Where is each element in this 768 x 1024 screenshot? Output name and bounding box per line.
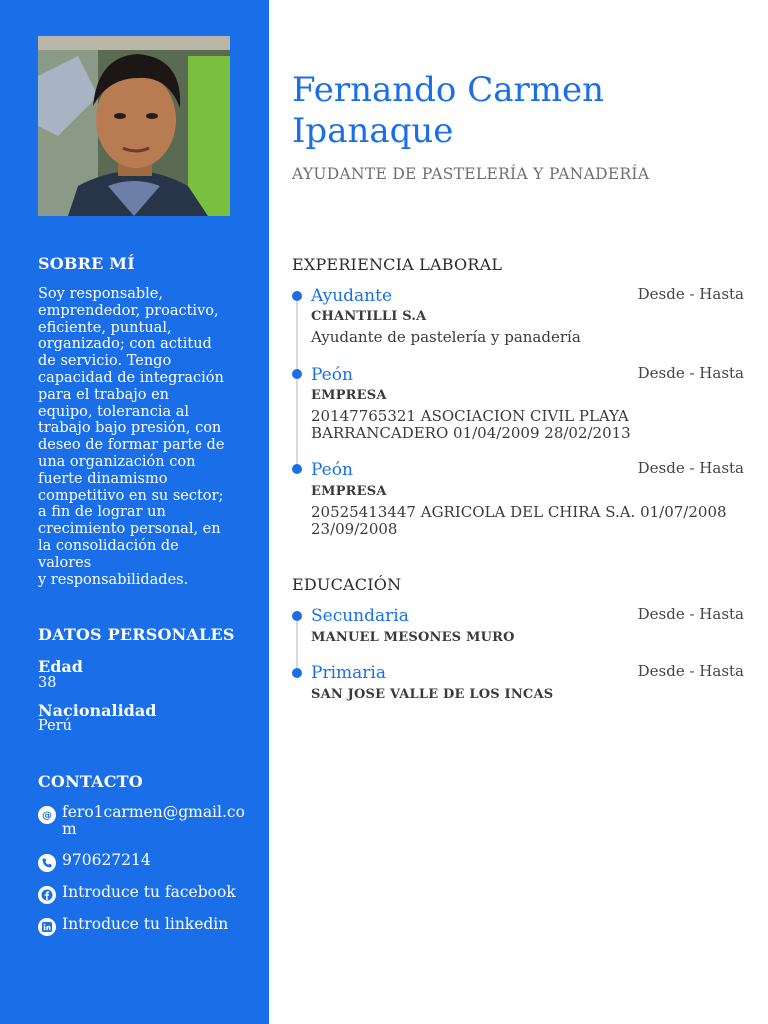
full-name: [292, 70, 732, 152]
education-heading: EDUCACIÓN: [292, 575, 402, 594]
sidebar: [0, 0, 269, 1024]
education-dates: Desde - Hasta: [637, 605, 744, 623]
profile-photo: [38, 36, 230, 216]
education-org: SAN JOSE VALLE DE LOS INCAS: [311, 687, 554, 702]
experience-desc: Ayudante de pastelería y panadería: [311, 328, 581, 346]
contact-heading: CONTACTO: [38, 772, 143, 791]
experience-desc: 20525413447 AGRICOLA DEL CHIRA S.A. 01/07/2008 23/09/2008: [311, 503, 727, 538]
age-label: Edad: [38, 657, 83, 676]
experience-heading: EXPERIENCIA LABORAL: [292, 255, 503, 274]
about-text: Soy responsable, emprendedor, proactivo, eficiente, puntual, organizado; con actitud de servicio. Tengo capacidad de integración para el trabajo en equipo, tolerancia al trabajo bajo presión, con deseo de formar parte de una organización con fuerte dinamismo competitivo en su sector; a fin de lograr un crecimiento personal, en la consolidación de valores y responsabilidades.: [38, 286, 225, 588]
timeline-dot: [292, 464, 302, 474]
at-sign-icon: [38, 806, 56, 824]
svg-text:@: @: [42, 810, 52, 821]
name-line-1: Fernando Carmen: [292, 70, 605, 110]
contact-email[interactable]: [38, 804, 248, 838]
experience-org: EMPRESA: [311, 484, 387, 499]
phone-icon: [38, 854, 56, 872]
education-dates: Desde - Hasta: [637, 662, 744, 680]
experience-dates: Desde - Hasta: [637, 285, 744, 303]
email-text: fero1carmen@gmail.com: [62, 803, 245, 838]
experience-timeline-line: [296, 300, 298, 472]
facebook-icon: [38, 886, 56, 904]
contact-facebook[interactable]: [38, 884, 248, 904]
experience-org: CHANTILLI S.A: [311, 309, 427, 324]
experience-title: Peón: [311, 460, 353, 480]
experience-dates: Desde - Hasta: [637, 364, 744, 382]
age-value: 38: [38, 675, 57, 691]
education-title: Secundaria: [311, 606, 409, 626]
name-line-2: Ipanaque: [292, 111, 454, 151]
linkedin-icon: [38, 918, 56, 936]
experience-title: Ayudante: [311, 286, 392, 306]
education-org: MANUEL MESONES MURO: [311, 630, 515, 645]
experience-desc: 20147765321 ASOCIACION CIVIL PLAYA BARRANCADERO 01/04/2009 28/02/2013: [311, 407, 631, 442]
education-title: Primaria: [311, 663, 386, 683]
experience-dates: Desde - Hasta: [637, 459, 744, 477]
contact-linkedin[interactable]: [38, 916, 248, 936]
contact-phone[interactable]: [38, 852, 248, 872]
nationality-label: Nacionalidad: [38, 701, 157, 720]
timeline-dot: [292, 668, 302, 678]
about-heading: SOBRE MÍ: [38, 254, 135, 273]
education-timeline-line: [296, 620, 298, 670]
personal-heading: DATOS PERSONALES: [38, 625, 235, 644]
timeline-dot: [292, 611, 302, 621]
phone-text: 970627214: [62, 851, 151, 869]
timeline-dot: [292, 291, 302, 301]
experience-org: EMPRESA: [311, 388, 387, 403]
job-title: AYUDANTE DE PASTELERÍA Y PANADERÍA: [292, 165, 650, 183]
experience-title: Peón: [311, 365, 353, 385]
linkedin-text: Introduce tu linkedin: [62, 915, 229, 933]
nationality-value: Perú: [38, 718, 72, 734]
facebook-text: Introduce tu facebook: [62, 883, 236, 901]
timeline-dot: [292, 369, 302, 379]
